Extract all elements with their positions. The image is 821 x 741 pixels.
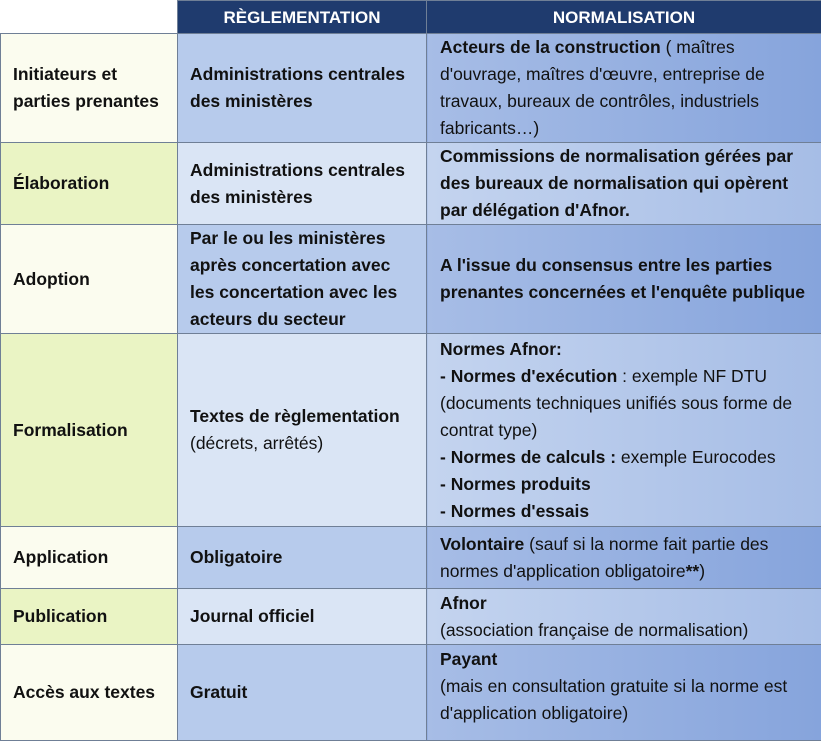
reglementation-cell: Gratuit [178,645,427,741]
normalisation-text-suffix: ) [699,561,705,581]
normalisation-cell [427,527,821,589]
normalisation-bold-text: Afnor [440,593,487,613]
normes-execution-label: - Normes d'exécution [440,366,617,386]
reglementation-bold-text: Textes de règlementation [190,406,400,426]
normalisation-cell [427,589,821,645]
normalisation-bold-text: Acteurs de la construction [440,37,661,57]
normes-execution-text: : exemple NF DTU (documents techniques unifiés sous forme de contrat type) [440,366,792,440]
row-label: Élaboration [1,143,178,225]
table-row [1,589,821,645]
normalisation-text: (association française de normalisation) [440,620,748,640]
reglementation-cell: Obligatoire [178,527,427,589]
normalisation-bold-text: Payant [440,649,497,669]
normes-calculs-label: - Normes de calculs : [440,447,616,467]
table-row [1,225,821,334]
header-reglementation: RÈGLEMENTATION [178,1,427,34]
header-row [1,1,821,34]
normes-essais-label: - Normes d'essais [440,501,589,521]
normalisation-text: (mais en consultation gratuite si la norme est d'application obligatoire) [440,676,787,723]
header-normalisation: NORMALISATION [427,1,821,34]
table-row [1,34,821,143]
normalisation-cell [427,334,821,527]
normalisation-bold-text: Commissions de normalisation gérées par des bureaux de normalisation qui opèrent par délégation d'Afnor. [440,146,793,220]
header-blank-cell [1,1,178,34]
reglementation-cell [178,334,427,527]
normes-produits-label: - Normes produits [440,474,591,494]
table-row [1,527,821,589]
row-label: Application [1,527,178,589]
reglementation-text: (décrets, arrêtés) [190,433,323,453]
row-label: Initiateurs et parties prenantes [1,34,178,143]
row-label: Accès aux textes [1,645,178,741]
normalisation-cell [427,34,821,143]
normalisation-text: (sauf si la norme fait partie des normes d'application obligatoire [440,534,768,581]
reglementation-cell: Journal officiel [178,589,427,645]
normes-calculs-text: exemple Eurocodes [616,447,776,467]
normalisation-cell [427,143,821,225]
reglementation-cell: Administrations centrales des ministères [178,143,427,225]
row-label: Publication [1,589,178,645]
table-row [1,143,821,225]
table-row [1,334,821,527]
normalisation-bold-text: Volontaire [440,534,524,554]
reglementation-cell: Par le ou les ministères après concertation avec les concertation avec les acteurs du secteur [178,225,427,334]
row-label: Formalisation [1,334,178,527]
table-row [1,645,821,741]
reglementation-cell: Administrations centrales des ministères [178,34,427,143]
normes-afnor-title: Normes Afnor: [440,339,562,359]
normalisation-bold-text: A l'issue du consensus entre les parties prenantes concernées et l'enquête publique [440,255,805,302]
row-label: Adoption [1,225,178,334]
normalisation-cell [427,225,821,334]
normalisation-cell [427,645,821,741]
normalisation-text: ( maîtres d'ouvrage, maîtres d'œuvre, entreprise de travaux, bureaux de contrôles, industriels fabricants…) [440,37,765,138]
normalisation-bold-suffix: ** [686,561,700,581]
